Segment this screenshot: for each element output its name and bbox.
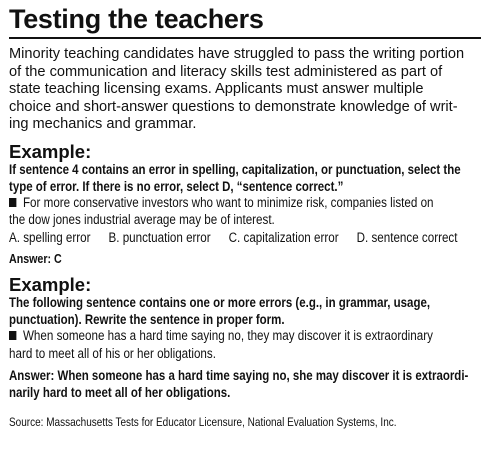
- intro-line: choice and short-answer questions to demonstrate knowledge of writ-: [9, 98, 458, 115]
- intro-line: Minority teaching candidates have struggled to pass the writing portion: [9, 46, 465, 62]
- example-2-section: [9, 275, 483, 401]
- title-divider: [9, 37, 481, 39]
- choice-b: B. punctuation error: [108, 229, 211, 246]
- example-1-section: [9, 142, 483, 268]
- example-1-sentence-line: the dow jones industrial average may be of interest.: [9, 212, 275, 229]
- example-2-heading: Example:: [9, 274, 92, 296]
- page-title: Testing the teachers: [9, 4, 264, 34]
- example-1-instruction-line: type of error. If there is no error, select D, “sentence correct.”: [9, 177, 344, 194]
- intro-line: state teaching licensing exams. Applicants must answer multiple: [9, 81, 424, 98]
- bullet-square-icon: [9, 331, 16, 340]
- example-1-choices: [9, 229, 458, 248]
- choice-c: C. capitalization error: [228, 229, 339, 246]
- graphic-panel: [9, 4, 483, 429]
- bullet-square-icon: [9, 198, 16, 207]
- example-1-sentence-line: [9, 194, 434, 213]
- intro-line: of the communication and literacy skills test administered as part of: [9, 63, 443, 80]
- example-2-sentence-line: [9, 328, 433, 346]
- example-2-answer-line: Answer: When someone has a hard time saying no, she may discover it is extraordi-: [9, 367, 469, 384]
- example-2-sentence-line: hard to meet all of his or her obligations.: [9, 345, 216, 362]
- choice-d: D. sentence correct: [356, 229, 458, 246]
- example-2-sentence-text: When someone has a hard time saying no, they may discover it is extraordinary: [22, 328, 433, 345]
- example-2-instruction-line: The following sentence contains one or more errors (e.g., in grammar, usage,: [9, 294, 431, 311]
- example-1-answer: Answer: C: [9, 251, 62, 267]
- intro-line: ing mechanics and grammar.: [9, 116, 197, 133]
- example-1-instruction-line: If sentence 4 contains an error in spelling, capitalization, or punctuation, select the: [9, 160, 461, 177]
- example-1-sentence-text: For more conservative investors who want to minimize risk, companies listed on: [22, 194, 434, 211]
- intro-paragraph: [9, 46, 483, 134]
- example-2-answer-line: narily hard to meet all of her obligations.: [9, 384, 231, 401]
- choice-a: A. spelling error: [9, 229, 91, 246]
- source-credit: Source: Massachusetts Tests for Educator Licensure, National Evaluation Systems, Inc.: [9, 415, 397, 430]
- example-2-instruction-line: punctuation). Rewrite the sentence in proper form.: [9, 311, 285, 328]
- example-1-heading: Example:: [9, 140, 92, 162]
